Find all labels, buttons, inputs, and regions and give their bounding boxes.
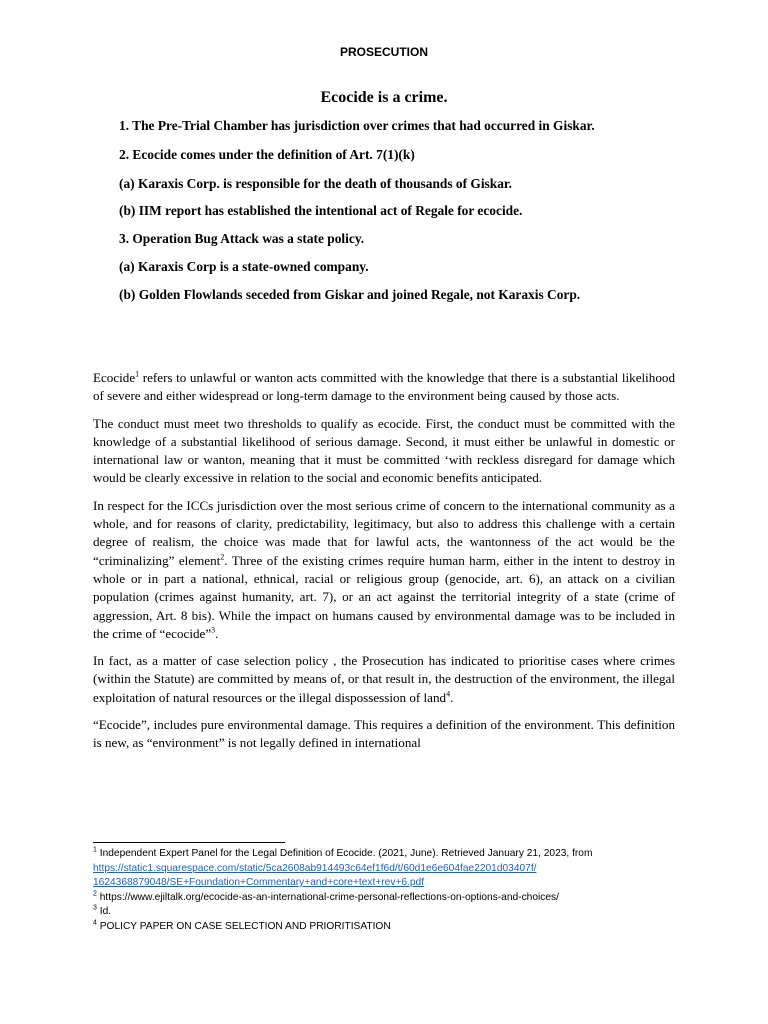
paragraph-5: “Ecocide”, includes pure environmental damage. This requires a definition of the environment. This definition is new, as “environment” is not legally defined in international <box>93 717 675 751</box>
footnote-4-number: 4 <box>93 919 97 927</box>
footnote-separator <box>93 842 285 843</box>
footnote-1-text: Independent Expert Panel for the Legal Definition of Ecocide. (2021, June). Retrieved January 21, 2023, from <box>96 848 593 859</box>
paragraph-4 <box>93 652 675 707</box>
issue-heading-1: 1. The Pre-Trial Chamber has jurisdiction over crimes that had occurred in Giskar. <box>119 118 595 133</box>
issue-heading-2: 2. Ecocide comes under the definition of Art. 7(1)(k) <box>119 147 415 162</box>
footnote-ref-4[interactable]: 4 <box>446 689 451 699</box>
paragraph-3 <box>93 497 675 643</box>
footnote-1-number: 1 <box>93 846 97 854</box>
paragraph-4-text: In fact, as a matter of case selection policy , the Prosecution has indicated to prioritise cases where crimes (within the Statute) are committed by means of, or that result in, the destruction of the environment, the illegal exploitation of natural resources or the illegal dispossession of land <box>93 653 675 705</box>
footnotes <box>93 847 693 935</box>
paragraph-3-text: In respect for the ICCs jurisdiction over the most serious crime of concern to the international community as a whole, and for reasons of clarity, predictability, legitimacy, but also to address this challenge with a certain degree of realism, the choice was made that for lawful acts, the wantonness of the act would be the “criminalizing” element <box>93 497 675 568</box>
paragraph-1-text-cont: refers to unlawful or wanton acts committed with the knowledge that there is a substantial likelihood of severe and either widespread or long-term damage to the environment being caused by those acts. <box>93 370 675 404</box>
paragraph-2: The conduct must meet two thresholds to qualify as ecocide. First, the conduct must be committed with the knowledge of a substantial likelihood of serious damage. Second, it must either be unlawful in domestic or international law or wanton, meaning that it must be committed ‘with reckless disregard for damage which would be clearly excessive in relation to the social and economic benefits anticipated. <box>93 415 675 486</box>
footnote-2-text: https://www.ejiltalk.org/ecocide-as-an-international-crime-personal-reflections-on-options-and-choices/ <box>96 891 559 903</box>
issue-heading-2b: (b) IIM report has established the intentional act of Regale for ecocide. <box>119 203 523 218</box>
footnote-3-text: Id. <box>96 906 112 918</box>
issue-heading-3a: (a) Karaxis Corp is a state-owned company. <box>119 259 369 274</box>
footnote-1-link[interactable] <box>93 863 537 889</box>
footnote-3 <box>93 905 693 920</box>
footnote-ref-3[interactable]: 3 <box>211 625 216 635</box>
document-title: Ecocide is a crime. <box>320 89 448 106</box>
footnote-3-number: 3 <box>93 904 97 912</box>
footnote-2-number: 2 <box>93 890 97 898</box>
issue-heading-3b: (b) Golden Flowlands seceded from Giskar and joined Regale, not Karaxis Corp. <box>119 287 581 302</box>
paragraph-3-text-end: . <box>215 625 219 641</box>
paragraph-3-text-cont: . Three of the existing crimes require human harm, either in the intent to destroy in whole or in part a national, ethnical, racial or religious group (genocide, art. 6), an attack on a civilian population (crimes against humanity, art. 7), or an act against the territorial integrity of a state (crime of aggression, Art. 8 bis). While the impact on humans caused by environmental damage was to be included in the crime of “ecocide” <box>93 552 675 641</box>
footnote-1-link-line-1[interactable]: https://static1.squarespace.com/static/5ca2608ab914493c64ef1f6d/t/60d1e6e604fae2201d03407f/ <box>93 862 537 874</box>
section-header: PROSECUTION <box>339 45 428 59</box>
paragraph-1-text: Ecocide <box>93 370 136 385</box>
footnote-4 <box>93 920 693 935</box>
paragraph-4-text-end: . <box>450 689 454 705</box>
body-text <box>93 369 675 762</box>
paragraph-1 <box>93 369 675 406</box>
footnote-ref-1[interactable]: 1 <box>135 369 140 379</box>
issue-heading-2a: (a) Karaxis Corp. is responsible for the death of thousands of Giskar. <box>119 176 512 191</box>
footnote-1-link-line-2[interactable]: 1624368879048/SE+Foundation+Commentary+and+core+text+rev+6.pdf <box>93 877 425 889</box>
footnote-1 <box>93 847 693 891</box>
issue-heading-3: 3. Operation Bug Attack was a state policy. <box>119 231 365 246</box>
footnote-ref-2[interactable]: 2 <box>220 552 225 562</box>
footnote-4-text: POLICY PAPER ON CASE SELECTION AND PRIORITISATION <box>96 920 391 932</box>
footnote-2 <box>93 891 693 906</box>
